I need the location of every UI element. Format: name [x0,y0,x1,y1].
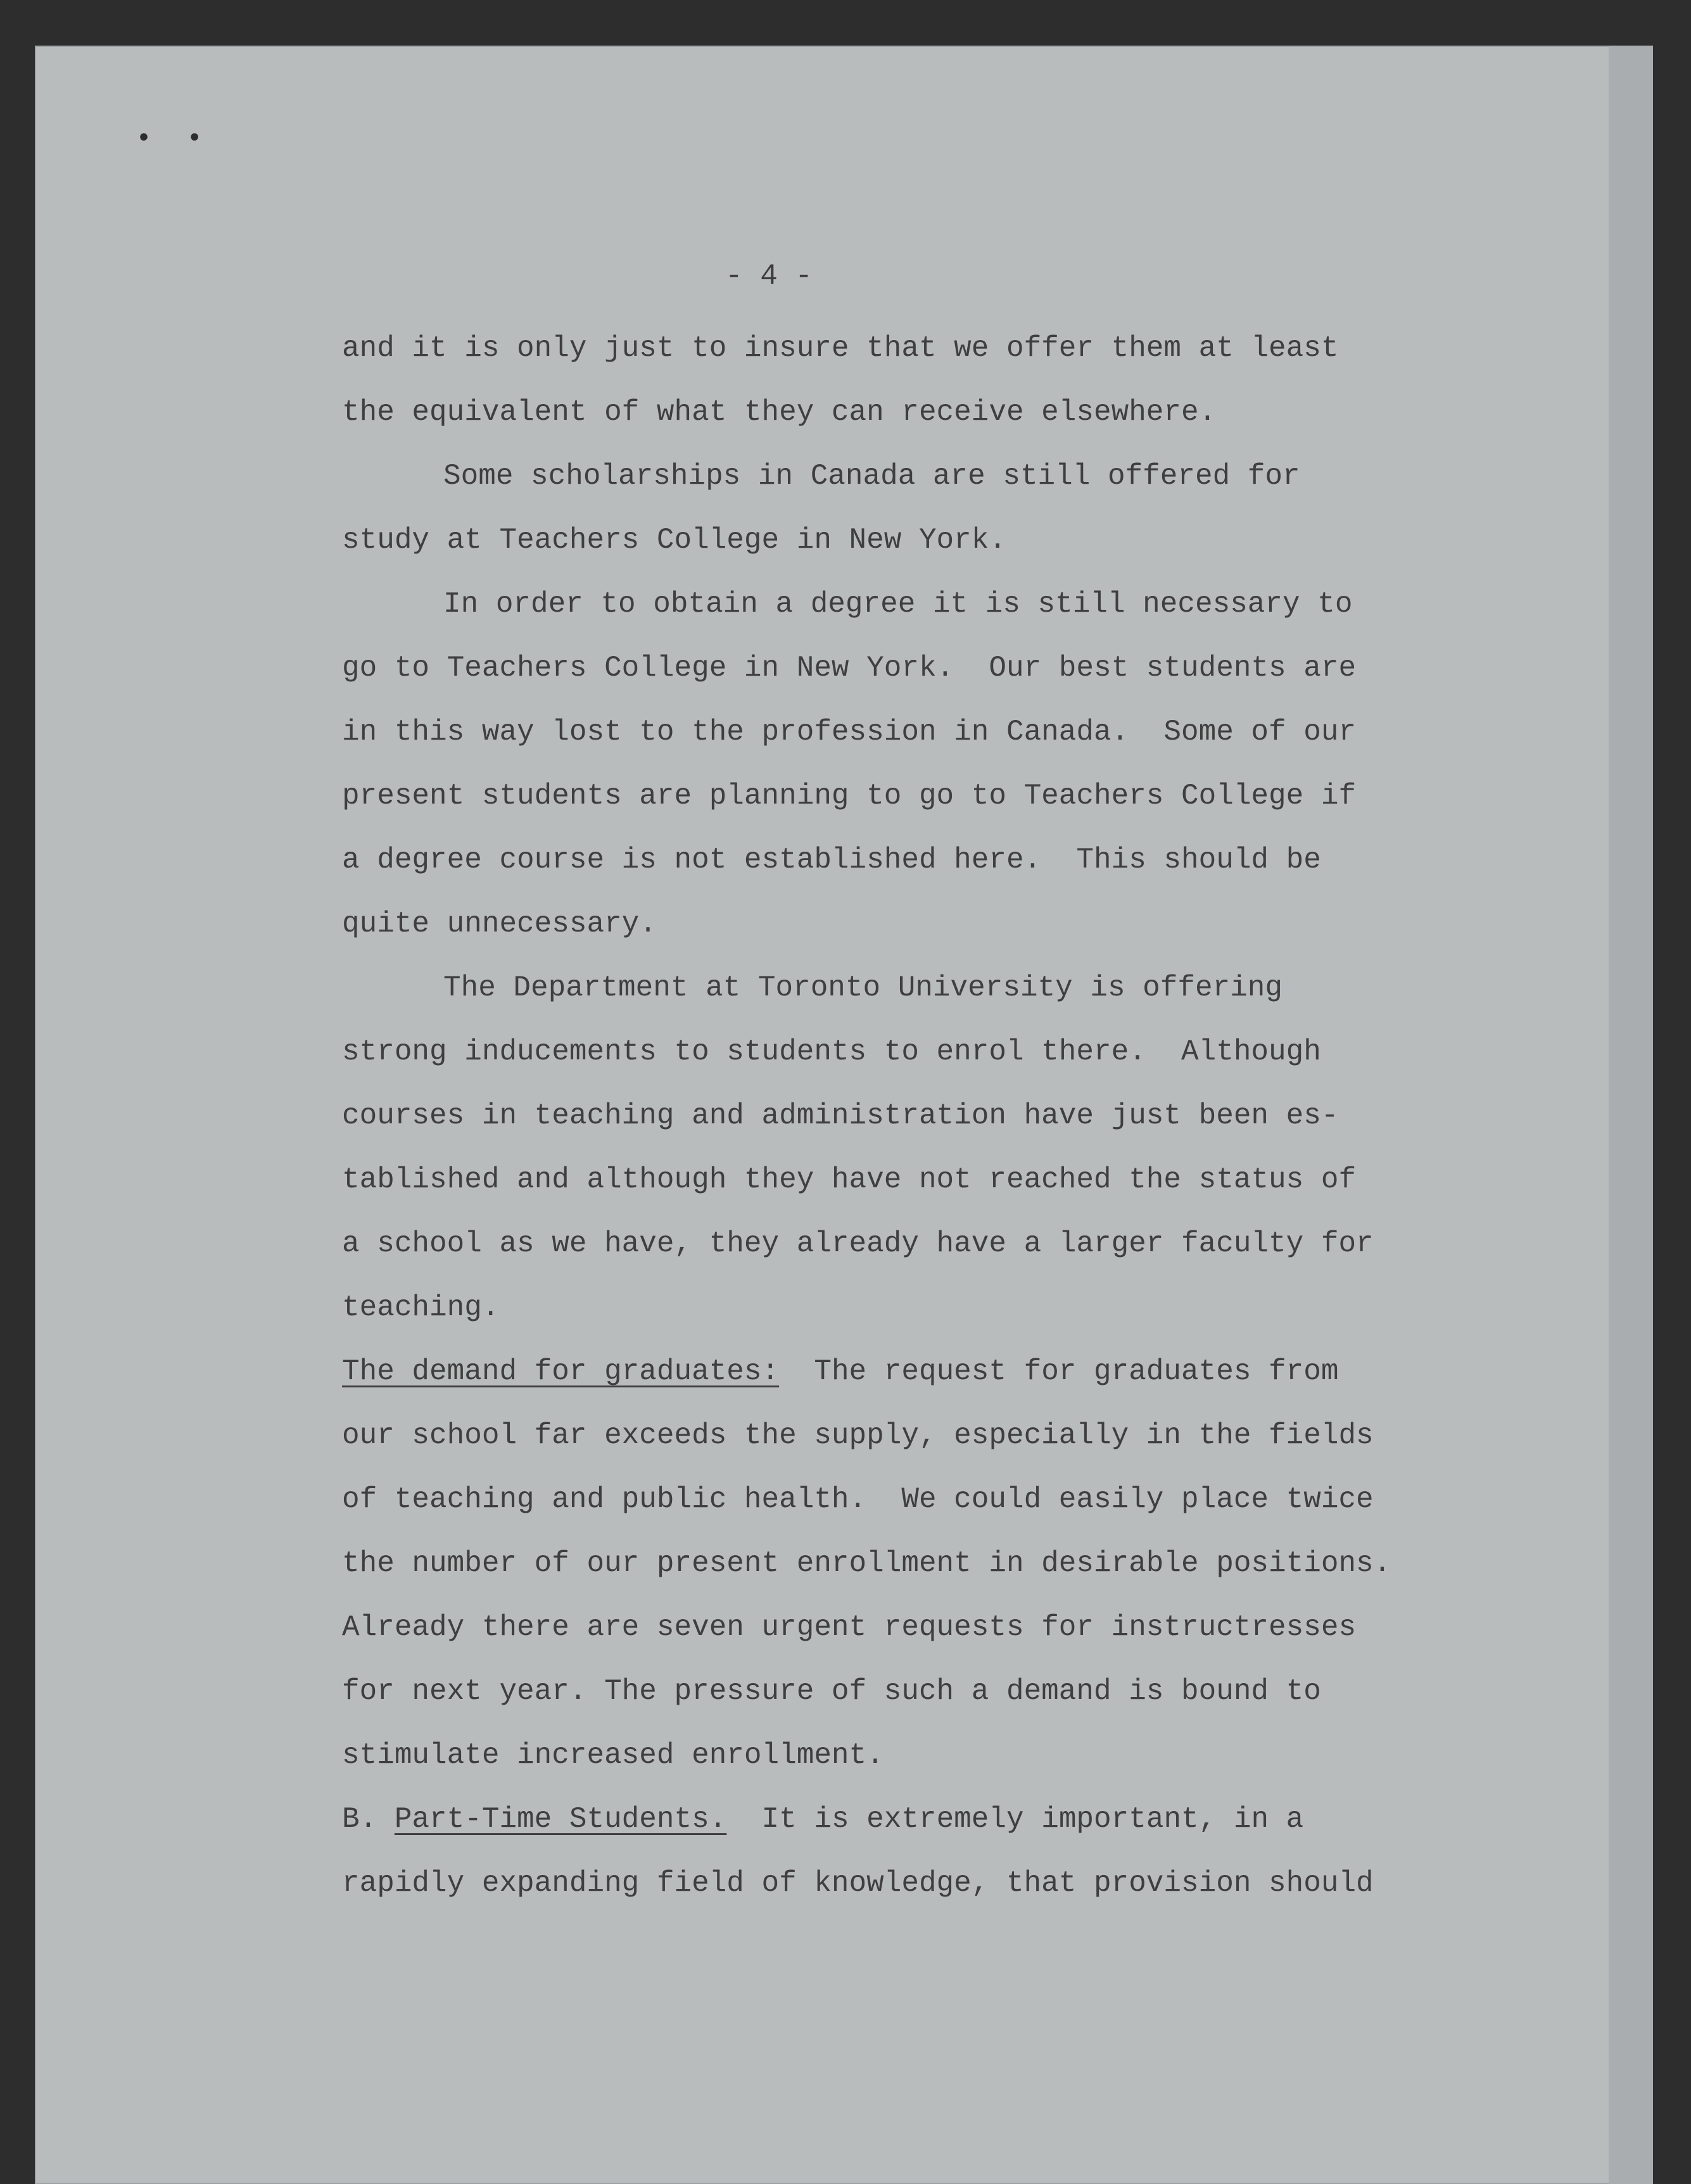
text-line [342,445,1577,508]
line-text: rapidly expanding field of knowledge, that provision should [342,1867,1374,1900]
underlined-heading: The demand for graduates: [342,1355,780,1388]
text-line [342,636,1577,700]
text-line [342,828,1577,892]
line-text: The Department at Toronto University is offering [443,971,1283,1004]
text-line [342,508,1577,572]
text-line [342,1404,1577,1468]
line-text: courses in teaching and administration have just been es- [342,1099,1339,1132]
line-text: Some scholarships in Canada are still offered for [443,460,1300,493]
margin-marks: • • [136,123,213,153]
line-text: a degree course is not established here. This should be [342,843,1321,876]
text-line [342,1724,1577,1788]
line-text: and it is only just to insure that we offer them at least [342,332,1339,365]
text-line [342,1788,1577,1852]
line-text: in this way lost to the profession in Canada. Some of our [342,716,1357,748]
text-line [342,764,1577,828]
underlined-heading: Part-Time Students. [394,1803,727,1836]
text-line [342,1276,1577,1340]
line-text: of teaching and public health. We could easily place twice [342,1483,1374,1516]
line-text: It is extremely important, in a [726,1803,1304,1836]
line-text: stimulate increased enrollment. [342,1739,884,1772]
text-line [342,956,1577,1020]
text-line [342,1084,1577,1148]
line-text: tablished and although they have not reached the status of [342,1163,1357,1196]
line-text: teaching. [342,1291,500,1324]
text-line [342,1340,1577,1404]
typewritten-body [342,317,1577,1916]
line-text: the number of our present enrollment in desirable positions. [342,1547,1391,1580]
text-line [342,1020,1577,1084]
text-line [342,1212,1577,1276]
text-line [342,1596,1577,1660]
line-text: our school far exceeds the supply, especially in the fields [342,1419,1374,1452]
text-line [342,317,1577,381]
line-text: quite unnecessary. [342,907,657,940]
text-line [342,572,1577,636]
text-line [342,1852,1577,1916]
text-line [342,381,1577,445]
text-line [342,1468,1577,1532]
line-text: Already there are seven urgent requests for instructresses [342,1611,1357,1644]
page-number: - 4 - [725,260,813,293]
section-marker: B. [342,1803,395,1836]
line-text: for next year. The pressure of such a demand is bound to [342,1675,1321,1708]
line-text: strong inducements to students to enrol there. Although [342,1035,1321,1068]
line-text: In order to obtain a degree it is still necessary to [443,588,1353,621]
text-line [342,1532,1577,1596]
line-text: a school as we have, they already have a larger faculty for [342,1227,1374,1260]
line-text: go to Teachers College in New York. Our best students are [342,652,1357,685]
line-text: The request for graduates from [779,1355,1339,1388]
text-line [342,892,1577,956]
sheet-edge-shadow [1609,46,1653,2184]
text-line [342,1660,1577,1724]
text-line [342,700,1577,764]
line-text: present students are planning to go to Teachers College if [342,780,1357,812]
line-text: study at Teachers College in New York. [342,524,1006,557]
line-text: the equivalent of what they can receive elsewhere. [342,396,1217,429]
text-line [342,1148,1577,1212]
